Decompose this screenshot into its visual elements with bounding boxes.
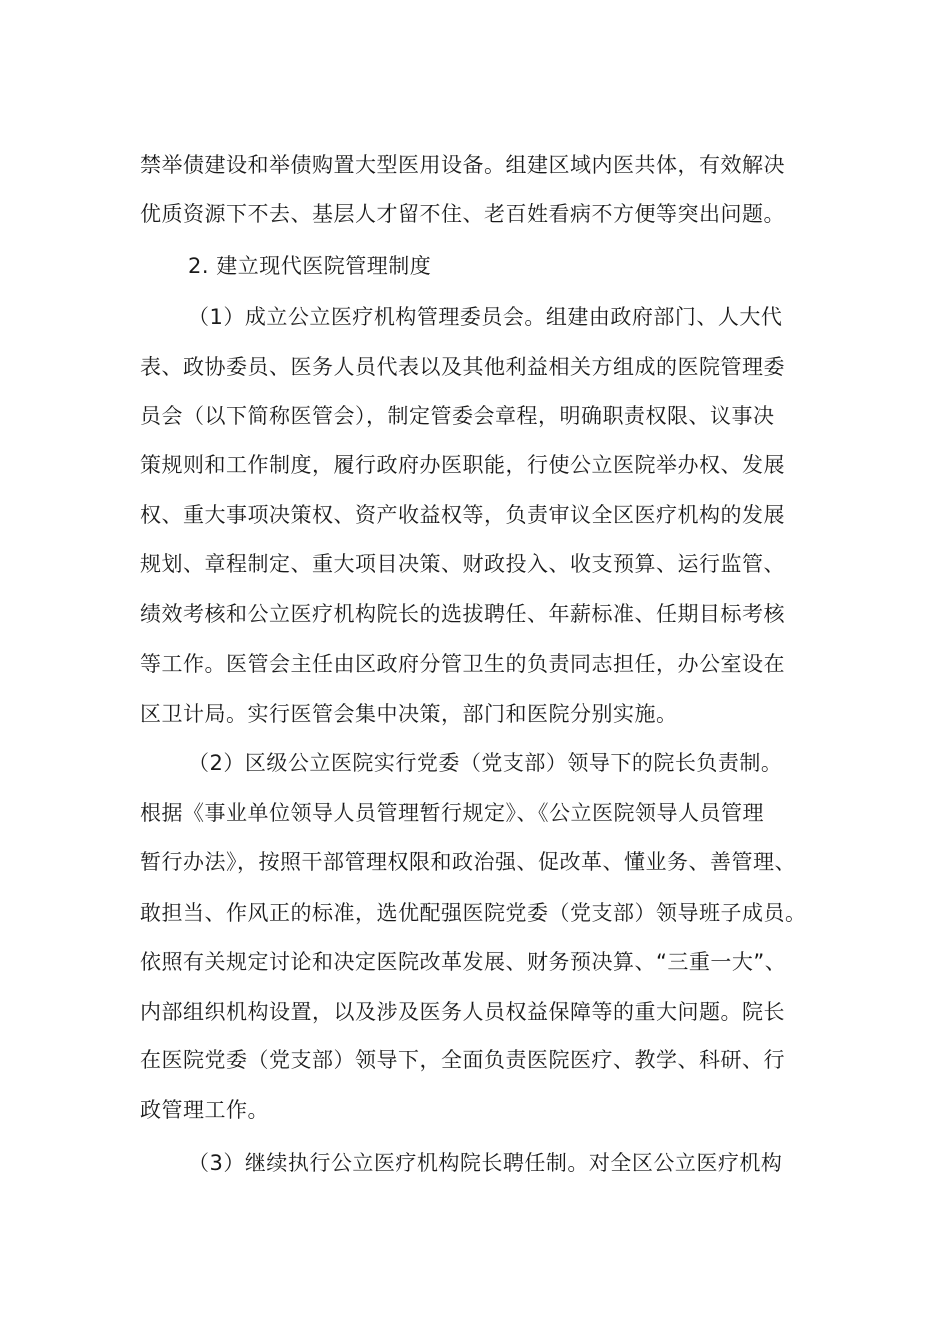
text-line: 优质资源下不去、基层人才留不住、老百姓看病不方便等突出问题。: [140, 202, 785, 226]
text-line: 权、重大事项决策权、资产收益权等，负责审议全区医疗机构的发展: [140, 503, 785, 527]
text-line: 敢担当、作风正的标准，选优配强医院党委（党支部）领导班子成员。: [140, 901, 807, 925]
paragraph-start: （3）继续执行公立医疗机构院长聘任制。对全区公立医疗机构: [188, 1151, 783, 1175]
paragraph-start: （2）区级公立医院实行党委（党支部）领导下的院长负责制。: [188, 751, 783, 775]
paragraph-start: （1）成立公立医疗机构管理委员会。组建由政府部门、人大代: [188, 305, 783, 329]
text-line: 在医院党委（党支部）领导下，全面负责医院医疗、教学、科研、行: [140, 1048, 785, 1072]
text-line: 政管理工作。: [140, 1098, 269, 1122]
text-line: 表、政协委员、医务人员代表以及其他利益相关方组成的医院管理委: [140, 355, 785, 379]
text-line: 规划、章程制定、重大项目决策、财政投入、收支预算、运行监管、: [140, 552, 785, 576]
text-line: 依照有关规定讨论和决定医院改革发展、财务预决算、“三重一大”、: [140, 950, 787, 974]
section-heading: 2. 建立现代医院管理制度: [188, 254, 432, 278]
text-line: 根据《事业单位领导人员管理暂行规定》、《公立医院领导人员管理: [140, 801, 764, 825]
text-line: 区卫计局。实行医管会集中决策，部门和医院分别实施。: [140, 702, 678, 726]
text-line: 策规则和工作制度，履行政府办医职能，行使公立医院举办权、发展: [140, 453, 785, 477]
text-line: 员会（以下简称医管会），制定管委会章程，明确职责权限、议事决: [140, 404, 775, 428]
text-line: 禁举债建设和举债购置大型医用设备。组建区域内医共体，有效解决: [140, 153, 785, 177]
text-line: 绩效考核和公立医疗机构院长的选拔聘任、年薪标准、任期目标考核: [140, 602, 785, 626]
text-line: 等工作。医管会主任由区政府分管卫生的负责同志担任，办公室设在: [140, 652, 785, 676]
text-line: 暂行办法》，按照干部管理权限和政治强、促改革、懂业务、善管理、: [140, 850, 796, 874]
text-line: 内部组织机构设置，以及涉及医务人员权益保障等的重大问题。院长: [140, 1000, 785, 1024]
